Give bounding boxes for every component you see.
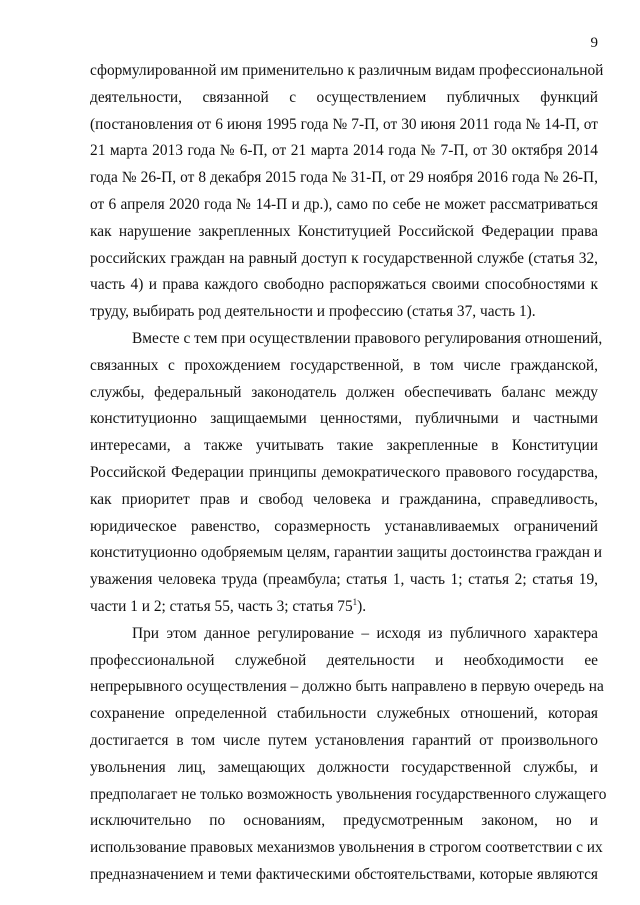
text-line-content: года № 26-П, от 8 декабря 2015 года № 31-П, от 29 ноября 2016 года № 26-П, — [90, 169, 598, 187]
text-line-content: непрерывного осуществления – должно быть направлено в первую очередь на — [90, 678, 604, 696]
text-line-content: связанных с прохождением государственной, в том числе гражданской, — [90, 356, 598, 374]
text-line-content: (постановления от 6 июня 1995 года № 7-П, от 30 июня 2011 года № 14-П, от — [90, 115, 598, 133]
text-line-content: Российской Федерации принципы демократического правового государства, — [90, 463, 598, 481]
document-body-text — [90, 58, 607, 889]
text-line — [90, 112, 598, 139]
text-line-content: предполагает не только возможность увольнения государственного служащего — [90, 785, 607, 803]
text-line-content: 21 марта 2013 года № 6-П, от 21 марта 2014 года № 7-П, от 30 октября 2014 — [90, 142, 598, 160]
text-line — [90, 487, 598, 514]
text-line-content: части 1 и 2; статья 55, часть 3; статья 75 — [90, 597, 353, 615]
text-line — [90, 648, 598, 675]
text-line — [90, 755, 598, 782]
text-line-content: исключительно по основаниям, предусмотренным законом, но и — [90, 812, 598, 830]
text-line — [90, 433, 598, 460]
text-line — [90, 674, 604, 701]
text-line-content: труду, выбирать род деятельности и профессию (статья 37, часть 1). — [90, 303, 536, 321]
text-line — [90, 138, 598, 165]
text-line — [90, 58, 604, 85]
text-line — [90, 514, 598, 541]
text-line — [90, 165, 598, 192]
text-line — [90, 540, 603, 567]
text-line-content: сохранение определенной стабильности служебных отношений, которая — [90, 705, 598, 723]
text-line — [90, 246, 598, 273]
text-line-content: как приоритет прав и свобод человека и гражданина, справедливость, — [90, 490, 598, 508]
text-line-content: российских граждан на равный доступ к государственной службе (статья 32, — [90, 249, 598, 267]
text-line — [90, 862, 598, 889]
text-line-content: юридическое равенство, соразмерность устанавливаемых ограничений — [90, 517, 598, 535]
text-line-content: увольнения лиц, замещающих должности государственной службы, и — [90, 758, 598, 776]
text-line-content: как нарушение закрепленных Конституцией Российской Федерации права — [90, 222, 598, 240]
text-line-content: деятельности, связанной с осуществлением публичных функций — [90, 88, 598, 106]
text-line — [90, 594, 598, 621]
text-line — [90, 567, 598, 594]
text-line-content: конституционно одобряемым целям, гарантии защиты достоинства граждан и — [90, 544, 603, 562]
text-line — [90, 380, 598, 407]
text-line-suffix: ). — [357, 597, 367, 615]
text-line — [90, 299, 598, 326]
text-line — [90, 85, 598, 112]
text-line — [90, 192, 598, 219]
page-number: 9 — [590, 35, 598, 51]
text-line-content: При этом данное регулирование – исходя из публичного характера — [132, 624, 598, 642]
text-line — [90, 219, 598, 246]
text-line-content: интересами, а также учитывать такие закрепленные в Конституции — [90, 437, 598, 455]
text-line-content: профессиональной служебной деятельности и необходимости ее — [90, 651, 598, 669]
text-line — [90, 621, 598, 648]
text-line-content: службы, федеральный законодатель должен обеспечивать баланс между — [90, 383, 598, 401]
text-line-content: предназначением и теми фактическими обстоятельствами, которые являются — [90, 865, 598, 883]
text-line-content: от 6 апреля 2020 года № 14-П и др.), само по себе не может рассматриваться — [90, 195, 598, 213]
text-line — [90, 406, 598, 433]
text-line-content: часть 4) и права каждого свободно распоряжаться своими способностями к — [90, 276, 598, 294]
text-line — [90, 272, 598, 299]
text-line — [90, 353, 598, 380]
text-line — [90, 460, 598, 487]
text-line — [90, 326, 603, 353]
text-line-content: сформулированной им применительно к различным видам профессиональной — [90, 62, 604, 79]
text-line — [90, 835, 603, 862]
text-line-content: Вместе с тем при осуществлении правового регулирования отношений, — [132, 329, 603, 347]
text-line-content: конституционно защищаемыми ценностями, публичными и частными — [90, 410, 598, 428]
text-line — [90, 808, 598, 835]
text-line-content: использование правовых механизмов увольнения в строгом соответствии с их — [90, 839, 603, 857]
text-line — [90, 782, 607, 809]
text-line-content: достигается в том числе путем установления гарантий от произвольного — [90, 731, 598, 749]
text-line — [90, 728, 598, 755]
superscript-marker: 1 — [352, 596, 358, 607]
text-line-content: уважения человека труда (преамбула; статья 1, часть 1; статья 2; статья 19, — [90, 571, 598, 589]
text-line — [90, 701, 598, 728]
